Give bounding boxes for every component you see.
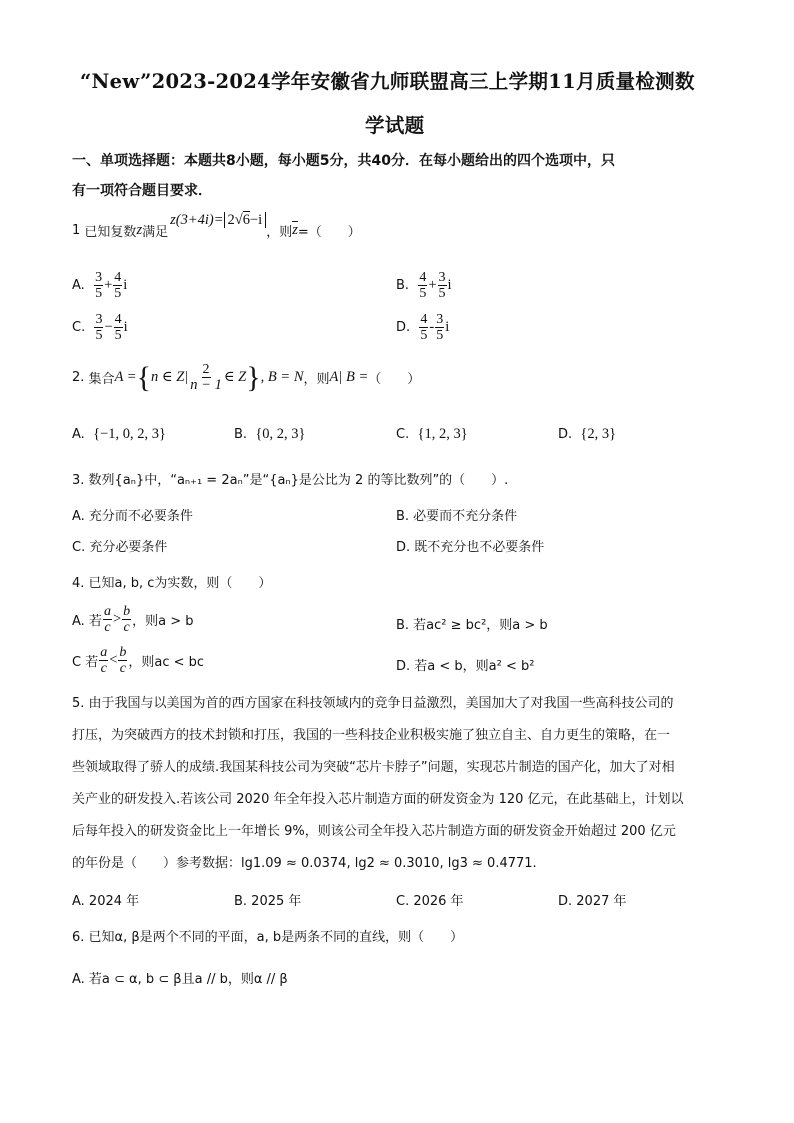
option-label: C.	[396, 427, 410, 442]
numerator: b	[119, 645, 127, 660]
question-5-line-4: 关产业的研发投入.若该公司 2020 年全年投入芯片制造方面的研发资金为 120 亿元，在此基础上，计划以	[72, 792, 684, 807]
question-1-zbar: $\overline{z}$	[292, 222, 298, 238]
question-2-number: 2.	[72, 370, 85, 385]
q5-option-a[interactable]: A. 2024 年	[72, 894, 140, 909]
fraction	[122, 604, 131, 635]
q2-option-a[interactable]	[72, 426, 166, 443]
denominator: 5	[114, 286, 122, 301]
question-1-pre: 已知复数	[84, 225, 137, 240]
q2-option-d[interactable]	[558, 426, 616, 443]
right-brace-icon: }	[246, 360, 261, 394]
paper-title-line-1: “New”2023-2024学年安徽省九师联盟高三上学期11月质量检测数	[80, 70, 695, 93]
fraction	[94, 270, 103, 301]
question-1-equation	[170, 212, 266, 229]
q3-option-a[interactable]: A. 充分而不必要条件	[72, 509, 193, 524]
q4-option-b[interactable]: B. 若ac² ≥ bc²，则a > b	[396, 618, 548, 633]
denominator: c	[104, 620, 111, 635]
question-1-number: 1	[72, 223, 81, 238]
option-label: A.	[72, 427, 85, 442]
denominator: 5	[420, 328, 428, 343]
q1-option-a[interactable]	[72, 270, 127, 301]
q3-option-c[interactable]: C. 充分必要条件	[72, 540, 168, 555]
denominator: 5	[436, 328, 444, 343]
q3-option-b[interactable]: B. 必要而不充分条件	[396, 509, 518, 524]
question-4: 4. 已知a, b, c为实数，则（ ）	[72, 576, 272, 591]
fraction	[114, 312, 123, 343]
question-2-expr: A| B =	[329, 369, 369, 385]
fraction	[438, 270, 447, 301]
q1-option-d[interactable]	[396, 312, 449, 343]
imag-unit: i	[445, 319, 450, 335]
denominator: c	[100, 661, 107, 676]
section-heading-line-1: 一、单项选择题：本题共8小题，每小题5分，共40分．在每小题给出的四个选项中，只	[72, 153, 615, 169]
numerator: 3	[438, 270, 446, 285]
question-5-line-6: 的年份是（ ）参考数据：lg1.09 ≈ 0.0374, lg2 ≈ 0.3010, lg3 ≈ 0.4771.	[72, 856, 537, 871]
question-1-mid: 满足	[142, 225, 169, 240]
denominator: c	[123, 620, 130, 635]
question-2-then: ，则	[303, 372, 330, 387]
denominator: n − 1	[190, 377, 222, 393]
operator: +	[104, 277, 113, 293]
fraction	[435, 312, 444, 343]
abs-b: −i	[249, 212, 263, 228]
q4-option-d[interactable]: D. 若a < b，则a² < b²	[396, 659, 535, 674]
q1-option-b[interactable]	[396, 270, 452, 301]
sqrt-icon: √	[234, 212, 243, 228]
numerator: 4	[419, 270, 427, 285]
numerator: 2	[202, 362, 210, 377]
option-label: A.	[72, 278, 85, 293]
denominator: 5	[438, 286, 446, 301]
q4-option-a[interactable]	[72, 604, 194, 635]
option-value: {−1, 0, 2, 3}	[93, 426, 166, 442]
option-post: ，则a > b	[132, 614, 194, 629]
question-2-end: （ ）	[368, 372, 421, 387]
q2-option-b[interactable]	[234, 426, 306, 443]
q5-option-d[interactable]: D. 2027 年	[558, 894, 627, 909]
comparison: <	[109, 652, 118, 668]
denominator: 5	[114, 328, 122, 343]
question-5-line-3: 些领域取得了骄人的成绩.我国某科技公司为突破“芯片卡脖子”问题，实现芯片制造的国产化，加大了对相	[72, 760, 675, 775]
numerator: 3	[95, 312, 103, 327]
operator: +	[428, 277, 437, 293]
option-label: D.	[396, 320, 411, 335]
option-value: {0, 2, 3}	[255, 426, 306, 442]
question-2-pre: 集合	[88, 372, 115, 387]
fraction	[419, 312, 428, 343]
option-label: C 若	[72, 655, 99, 670]
set-a-label: A =	[114, 369, 137, 385]
numerator: 3	[95, 270, 103, 285]
denominator: 5	[95, 328, 103, 343]
fraction	[94, 312, 103, 343]
question-5-line-5: 后每年投入的研发资金比上一年增长 9%，则该公司全年投入芯片制造方面的研发资金开始超过 200 亿元	[72, 824, 676, 839]
option-label: B.	[396, 278, 410, 293]
operator: -	[429, 319, 435, 335]
option-value: {1, 2, 3}	[417, 426, 468, 442]
option-label: A. 若	[72, 614, 102, 629]
q5-option-c[interactable]: C. 2026 年	[396, 894, 464, 909]
set-b: , B = N	[260, 369, 304, 385]
question-1-end: =（ ）	[297, 225, 361, 240]
set-condition-left: n ∈ Z|	[150, 369, 189, 385]
imag-unit: i	[123, 277, 128, 293]
q6-option-a[interactable]: A. 若a ⊂ α, b ⊂ β且a // b，则α // β	[72, 972, 288, 987]
operator: −	[104, 319, 113, 335]
numerator: b	[123, 604, 131, 619]
denominator: 5	[419, 286, 427, 301]
question-5-line-1: 5. 由于我国与以美国为首的西方国家在科技领域内的竞争日益激烈，美国加大了对我国一些高科技公司的	[72, 696, 674, 711]
question-6: 6. 已知α, β是两个不同的平面，a, b是两条不同的直线，则（ ）	[72, 930, 464, 945]
q1-option-c[interactable]	[72, 312, 128, 343]
abs-a: 2	[227, 212, 235, 228]
question-1-var: z	[136, 222, 143, 238]
question-2	[72, 362, 420, 393]
section-heading-line-2: 有一项符合题目要求．	[72, 183, 212, 199]
q4-option-c[interactable]	[72, 645, 204, 676]
fraction	[118, 645, 127, 676]
option-post: ，则ac < bc	[128, 655, 205, 670]
numerator: 4	[114, 312, 122, 327]
q5-option-b[interactable]: B. 2025 年	[234, 894, 302, 909]
option-label: C.	[72, 320, 86, 335]
denominator: 5	[95, 286, 103, 301]
numerator: a	[103, 604, 111, 619]
paper-title-line-2: 学试题	[365, 114, 425, 137]
imag-unit: i	[123, 319, 128, 335]
fraction	[113, 270, 122, 301]
numerator: a	[100, 645, 108, 660]
option-value: {2, 3}	[580, 426, 617, 442]
option-label: B.	[234, 427, 248, 442]
fraction	[418, 270, 427, 301]
question-1-then: ，则	[266, 225, 293, 240]
comparison: >	[112, 611, 122, 627]
numerator: 3	[436, 312, 444, 327]
question-1	[72, 212, 361, 240]
abs-value	[224, 212, 267, 228]
q3-option-d[interactable]: D. 既不充分也不必要条件	[396, 540, 545, 555]
fraction	[189, 362, 223, 393]
set-condition-right: ∈ Z	[223, 369, 247, 385]
fraction	[103, 604, 112, 635]
numerator: 4	[420, 312, 428, 327]
numerator: 4	[114, 270, 122, 285]
question-3: 3. 数列{aₙ}中，“aₙ₊₁ = 2aₙ”是“{aₙ}是公比为 2 的等比数列”的（ ）.	[72, 473, 509, 488]
option-label: D.	[558, 427, 573, 442]
denominator: c	[119, 661, 127, 676]
question-5-line-2: 打压，为突破西方的技术封锁和打压，我国的一些科技企业积极实施了独立自主、自力更生的策略，在一	[72, 728, 671, 743]
left-brace-icon: {	[136, 360, 151, 394]
imag-unit: i	[447, 277, 452, 293]
sqrt-radicand: 6	[242, 212, 250, 228]
q2-option-c[interactable]	[396, 426, 468, 443]
equation-left: z(3+4i)=	[170, 212, 224, 228]
fraction	[99, 645, 108, 676]
